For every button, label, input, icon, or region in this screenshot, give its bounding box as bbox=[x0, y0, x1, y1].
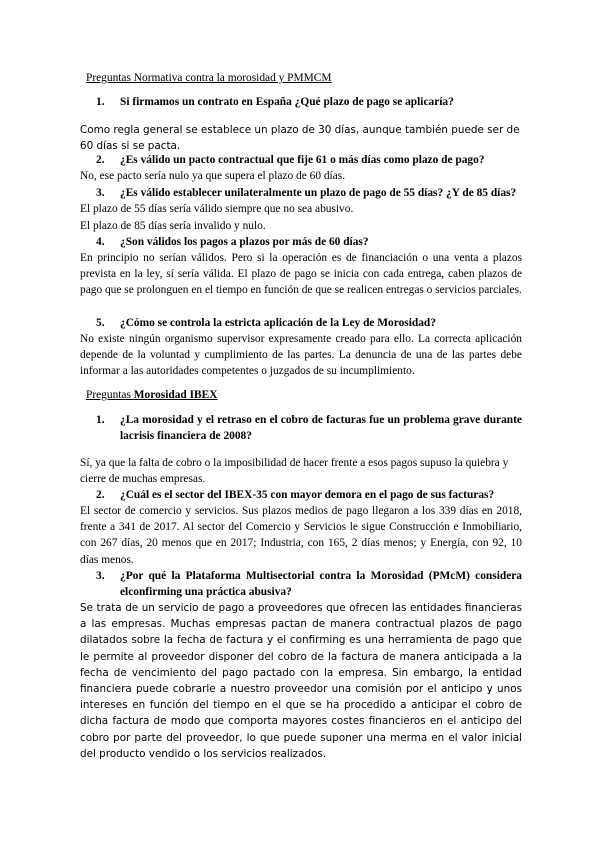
question-text: ¿Cómo se controla la estricta aplicación de la Ley de Morosidad? bbox=[120, 317, 436, 329]
section-title bbox=[86, 387, 217, 403]
question-heading bbox=[96, 568, 522, 600]
question-heading bbox=[96, 152, 485, 168]
question-number: 1. bbox=[96, 414, 105, 426]
section-title: Preguntas Normativa contra la morosidad y PMMCM bbox=[86, 72, 332, 84]
question-text: ¿Son válidos los pagos a plazos por más de 60 días? bbox=[120, 236, 369, 248]
answer-text: El plazo de 55 días sería válido siempre que no sea abusivo. bbox=[80, 203, 354, 215]
question-text: ¿Es válido un pacto contractual que fije 61 o más días como plazo de pago? bbox=[120, 154, 485, 166]
answer-text: No, ese pacto sería nulo ya que supera el plazo de 60 días. bbox=[80, 170, 346, 182]
answer-text: Como regla general se establece un plazo de 30 días, aunque también puede ser de 60 días si se pacta. bbox=[80, 124, 520, 153]
question-number: 5. bbox=[96, 317, 105, 329]
question-text: Si firmamos un contrato en España ¿Qué plazo de pago se aplicaría? bbox=[120, 96, 454, 108]
question-text: ¿Es válido establecer unilateralmente un plazo de pago de 55 días? ¿Y de 85 días? bbox=[120, 187, 517, 199]
answer-text: El plazo de 85 días sería invalido y nulo. bbox=[80, 220, 266, 232]
question-heading bbox=[96, 412, 522, 444]
question-text: ¿La morosidad y el retraso en el cobro de facturas fue un problema grave durante lacrisis financiera de 2008? bbox=[120, 414, 522, 443]
answer-text: El sector de comercio y servicios. Sus plazos medios de pago llegaron a los 339 días en 2018, frente a 341 de 2017. Al sector del Comercio y Servicios le sigue Construcción e Inmobiliario, con 267 días, 20 menos que en 2017; Industria, con 165, 2 días menos; y Energía, con 92, 10 días menos. bbox=[80, 505, 522, 566]
answer-text: Sí, ya que la falta de cobro o la imposibilidad de hacer frente a esos pagos supuso la quiebra y cierre de muchas empresas. bbox=[80, 457, 509, 486]
section-title-bold: Morosidad IBEX bbox=[133, 389, 218, 401]
question-text: ¿Por qué la Plataforma Multisectorial contra la Morosidad (PMcM) considera elconfirming una práctica abusiva? bbox=[120, 570, 522, 599]
question-number: 3. bbox=[96, 570, 105, 582]
question-number: 1. bbox=[96, 96, 105, 108]
answer-text: Se trata de un servicio de pago a proveedores que ofrecen las entidades financieras a las empresas. Muchas empresas pactan de manera contractual plazos de pago dilatados sobre la fecha de factura y el confirming es una herramienta de pago que le permite al proveedor disponer del cobro de la factura de manera anticipada a la fecha de vencimiento del pago pactado con la empresa. Sin embargo, la entidad financiera puede cobrarle a nuestro proveedor una comisión por el anticipo y unos intereses en función del tiempo en el que se ha procedido a anticipar el cobro de dicha factura de modo que comporta mayores costes financieros en el anticipo del cobro por parte del proveedor, lo que puede suponer una merma en el valor inicial del producto vendido o los servicios realizados. bbox=[80, 602, 522, 760]
question-number: 2. bbox=[96, 154, 105, 166]
section-title-prefix: Preguntas bbox=[86, 389, 134, 401]
question-text: ¿Cuál es el sector del IBEX-35 con mayor demora en el pago de sus facturas? bbox=[120, 489, 495, 501]
answer-text: En principio no serían válidos. Pero si la operación es de financiación o una venta a plazos prevista en la ley, sí sería válida. El plazo de pago se inicia con cada entrega, caben plazos de pago que se prolonguen en el tiempo en función de que se realicen entregas o servicios parciales. bbox=[80, 252, 522, 297]
question-heading bbox=[96, 234, 369, 250]
question-number: 4. bbox=[96, 236, 105, 248]
question-heading bbox=[96, 185, 517, 201]
question-number: 2. bbox=[96, 489, 105, 501]
question-heading bbox=[96, 315, 436, 331]
question-heading bbox=[96, 487, 495, 503]
question-heading bbox=[96, 94, 454, 110]
question-number: 3. bbox=[96, 187, 105, 199]
answer-text: No existe ningún organismo supervisor expresamente creado para ello. La correcta aplicación depende de la voluntad y cumplimiento de las partes. La denuncia de una de las partes debe informar a las autoridades competentes o juzgados de su incumplimiento. bbox=[80, 333, 522, 378]
